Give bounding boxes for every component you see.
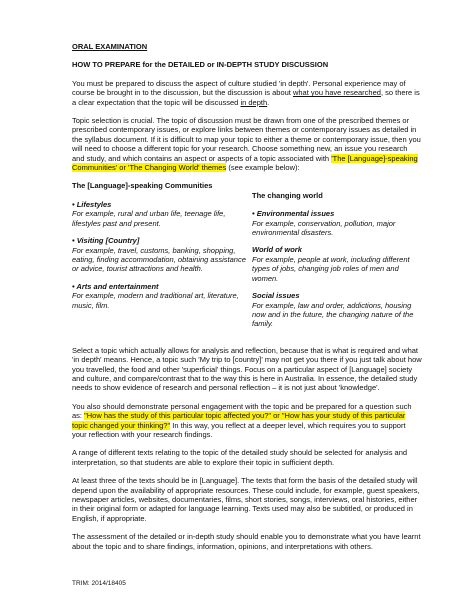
underlined-phrase-in-depth: in depth [240, 97, 268, 107]
column-changing-world [252, 181, 422, 336]
theme-item-heading: • Visiting [Country] [72, 236, 140, 246]
document-subtitle: HOW TO PREPARE for the DETAILED or IN-DEPTH STUDY DISCUSSION [72, 60, 329, 70]
paragraph-topic-text-b: (see example below): [226, 163, 300, 173]
paragraph-intro-text-a: You must be prepared to discuss the aspect of culture studied 'in depth'. Personal experience may of course be brought in to the discussion, but the discussion is about [72, 78, 406, 98]
theme-item-heading: • Arts and entertainment [72, 281, 159, 291]
themes-columns [72, 181, 422, 336]
footer-trim-number: TRIM: 2014/18405 [72, 580, 126, 587]
theme-item-text: For example, law and order, addictions, housing now and in the future, the changing nature of the family. [252, 300, 414, 329]
paragraph-assessment: The assessment of the detailed or in-depth study should enable you to demonstrate what you have learnt about the topic and to share findings, information, opinions, and interpretations with others. [72, 532, 421, 551]
paragraph-intro-text-b: , so there is a clear expectation that the topic will be discussed [72, 88, 420, 107]
column-language-communities [72, 181, 252, 336]
paragraph-texts-range: A range of different texts relating to the topic of the detailed study should be selected for analysis and interpretation, so that students are able to explore their topic in sufficient depth. [72, 448, 408, 467]
theme-item-arts [72, 282, 252, 310]
theme-item-heading: Social issues [252, 291, 300, 301]
theme-item-heading: World of work [252, 245, 302, 255]
theme-item-environmental [252, 209, 422, 237]
paragraph-texts-language: At least three of the texts should be in [Language]. The texts that form the basis of the detailed study will depend upon the availability of appropriate resources. These could include, for example, guest speakers, newspaper articles, websites, documentaries, films, short stories, songs, interviews, oral histories, either in their original form or adapted for language learning. Texts used may also be subtitled, or produced in English, if appropriate. [72, 476, 420, 523]
theme-item-lifestyles [72, 200, 252, 228]
paragraph-engagement [72, 402, 422, 440]
highlighted-themes: 'The [Language]-speaking Communities' or 'The Changing World' themes [72, 153, 418, 173]
theme-item-visiting-country [72, 236, 252, 274]
theme-item-text: For example, people at work, including different types of jobs, changing job roles of men and women. [252, 254, 410, 283]
theme-item-text: For example, rural and urban life, teenage life, lifestyles past and present. [72, 209, 226, 228]
paragraph-intro-text-c: . [267, 97, 270, 107]
theme-item-text: For example, modern and traditional art, literature, music, film. [72, 291, 239, 310]
theme-item-text: For example, travel, customs, banking, shopping, eating, finding accommodation, obtaining assistance or advice, tourist attractions and health. [72, 245, 246, 274]
column-heading-changing-world: The changing world [252, 190, 323, 200]
theme-item-social-issues [252, 291, 422, 329]
paragraph-topic-selection [72, 116, 422, 172]
theme-item-heading: • Environmental issues [252, 209, 335, 219]
theme-item-heading: • Lifestyles [72, 199, 112, 209]
column-heading-communities: The [Language]-speaking Communities [72, 181, 213, 191]
paragraph-analysis: Select a topic which actually allows for analysis and reflection, because that is what is required and what 'in depth' means. Hence, a topic such 'My trip to [country]' may not get you there if you just talk about how you travelled, the food and other 'superficial' things. Focus on a particular aspect of [Language] society and culture, and compare/contrast that to the way this is here in Australia. In essence, the detailed study needs to show evidence of research and personal reflection – it is not just about 'knowledge'. [72, 345, 422, 393]
underlined-phrase-researched: what you have researched [292, 88, 381, 98]
theme-item-world-of-work [252, 245, 422, 283]
theme-item-text: For example, conservation, pollution, major environmental disasters. [252, 218, 396, 238]
document-title: ORAL EXAMINATION [72, 42, 148, 51]
paragraph-topic-text-a: Topic selection is crucial. The topic of discussion must be drawn from one of the prescribed themes or prescribed contemporary issues, or explore links between themes or contemporary issues as detailed in the syllabus document. If it is difficult to map your topic to either a theme or contemporary issue, then you will need to choose a different topic for your research. Choose something new, an issue you research and study, and which contains an aspect or aspects of a topic associated with [72, 116, 421, 163]
highlighted-questions: "How has the study of this particular topic affected you?" or "How has your study of this particular topic changed your thinking?" [72, 411, 406, 430]
paragraph-engagement-text-a: You also should demonstrate personal engagement with the topic and be prepared for a question such as: [72, 401, 412, 421]
paragraph-engagement-text-b: In this way, you reflect at a deeper level, which requires you to support your reflection with your research findings. [72, 420, 406, 439]
paragraph-intro [72, 79, 422, 107]
